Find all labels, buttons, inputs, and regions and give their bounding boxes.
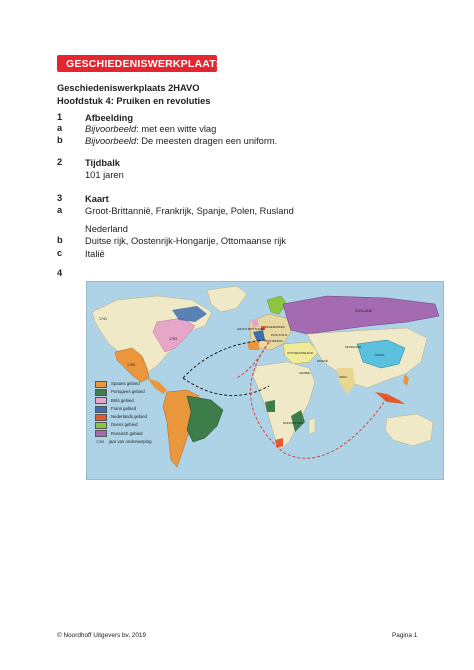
label-1763-na: 1763 — [169, 337, 177, 341]
label-rusland: RUSLAND — [355, 309, 373, 313]
q1-b-letter: b — [57, 135, 63, 145]
africa — [253, 362, 315, 450]
header-subtitle: Hoofdstuk 4: Pruiken en revoluties — [57, 96, 211, 106]
legend-item — [95, 388, 152, 396]
legend-label: Russisch gebied — [111, 430, 143, 436]
label-denemarken: DENEMARKEN — [265, 325, 285, 329]
legend-swatch — [95, 406, 107, 413]
header-title: Geschiedeniswerkplaats 2HAVO — [57, 83, 200, 93]
q1-title: Afbeelding — [85, 113, 134, 123]
q3-a-answer-2: Nederland — [85, 224, 128, 234]
india — [337, 368, 355, 394]
philippines — [403, 374, 409, 386]
spain — [247, 342, 259, 350]
q3-b-answer: Duitse rijk, Oostenrijk-Hongarije, Ottomaanse rijk — [85, 236, 286, 246]
q1-a-answer — [85, 123, 216, 135]
legend-swatch — [95, 422, 107, 429]
footer-copyright: © Noordhoff Uitgevers bv, 2019 — [57, 632, 147, 639]
label-oostenrijk: OOSTENRIJK — [265, 339, 283, 343]
brand-logo — [57, 55, 224, 72]
map-legend — [95, 380, 152, 446]
legend-swatch — [95, 389, 107, 396]
legend-label: Spaans gebied — [111, 381, 140, 386]
legend-label: Deens gebied — [111, 422, 138, 428]
label-monomotapa: MONOMOTAPA — [283, 421, 304, 425]
legend-item — [95, 413, 152, 421]
legend-swatch — [95, 397, 107, 404]
greenland — [207, 286, 247, 312]
q1-b-italic: Bijvoorbeeld — [85, 136, 137, 146]
label-1741: 1741 — [99, 317, 107, 321]
legend-swatch — [95, 381, 107, 388]
q3-number: 3 — [57, 193, 63, 203]
legend-label: Brits gebied — [111, 397, 134, 403]
q3-c-letter: c — [57, 248, 63, 258]
label-ottomaanse: OTTOMAANSE RIJK — [287, 351, 314, 355]
madagascar — [309, 418, 315, 434]
q1-a-letter: a — [57, 123, 63, 133]
q2-number: 2 — [57, 157, 63, 167]
legend-label: Nederlands gebied — [111, 414, 148, 420]
label-pools: POOLS RIJK — [271, 333, 288, 337]
q1-a-text: : met een witte vlag — [136, 124, 217, 134]
legend-item-year — [95, 438, 152, 446]
indonesia — [375, 392, 405, 404]
legend-swatch — [95, 430, 107, 437]
legend-item — [95, 380, 152, 388]
label-perzie: PERZIË — [317, 359, 328, 363]
world-map — [86, 281, 444, 480]
africa-portuguese-west — [265, 400, 275, 412]
label-arabie: ARABIË — [299, 371, 311, 375]
label-china: CHINA — [375, 353, 385, 357]
legend-label: Portugees gebied — [111, 389, 145, 395]
document-header — [57, 82, 210, 108]
legend-swatch — [95, 414, 107, 421]
brazil-portuguese — [187, 396, 223, 442]
legend-item — [95, 421, 152, 429]
q4-number: 4 — [57, 268, 63, 278]
q1-number: 1 — [57, 112, 63, 122]
q3-b-letter: b — [57, 235, 63, 245]
label-1763-sp: 1763 — [127, 363, 135, 367]
q2-title: Tijdbalk — [85, 158, 120, 168]
q3-title: Kaart — [85, 194, 109, 204]
label-gb: GROOT-BRITTANNIË — [237, 327, 265, 331]
q3-a-answer: Groot-Brittannië, Frankrijk, Spanje, Polen, Rusland — [85, 206, 294, 216]
q3-c-answer: Italië — [85, 249, 105, 259]
legend-year: 1763 — [96, 440, 104, 445]
legend-item — [95, 430, 152, 438]
label-india: INDIA — [339, 375, 348, 379]
q1-a-italic: Bijvoorbeeld — [85, 124, 137, 134]
q1-b-text: : De meesten dragen een uniform. — [136, 136, 278, 146]
legend-item — [95, 405, 152, 413]
q1-b-answer — [85, 135, 277, 147]
australia — [385, 414, 433, 446]
legend-label: Frans gebied — [111, 405, 137, 411]
legend-item — [95, 397, 152, 405]
logo-text: GESCHIEDENISWERKPLAATS — [66, 57, 224, 70]
label-mongolie: MONGOLIË — [345, 345, 362, 349]
footer-page-number: Pagina 1 — [392, 632, 418, 639]
russia — [283, 296, 439, 334]
legend-year-label: jaar van onderwerping — [109, 439, 152, 445]
q2-answer: 101 jaren — [85, 170, 124, 180]
q3-a-letter: a — [57, 205, 63, 215]
